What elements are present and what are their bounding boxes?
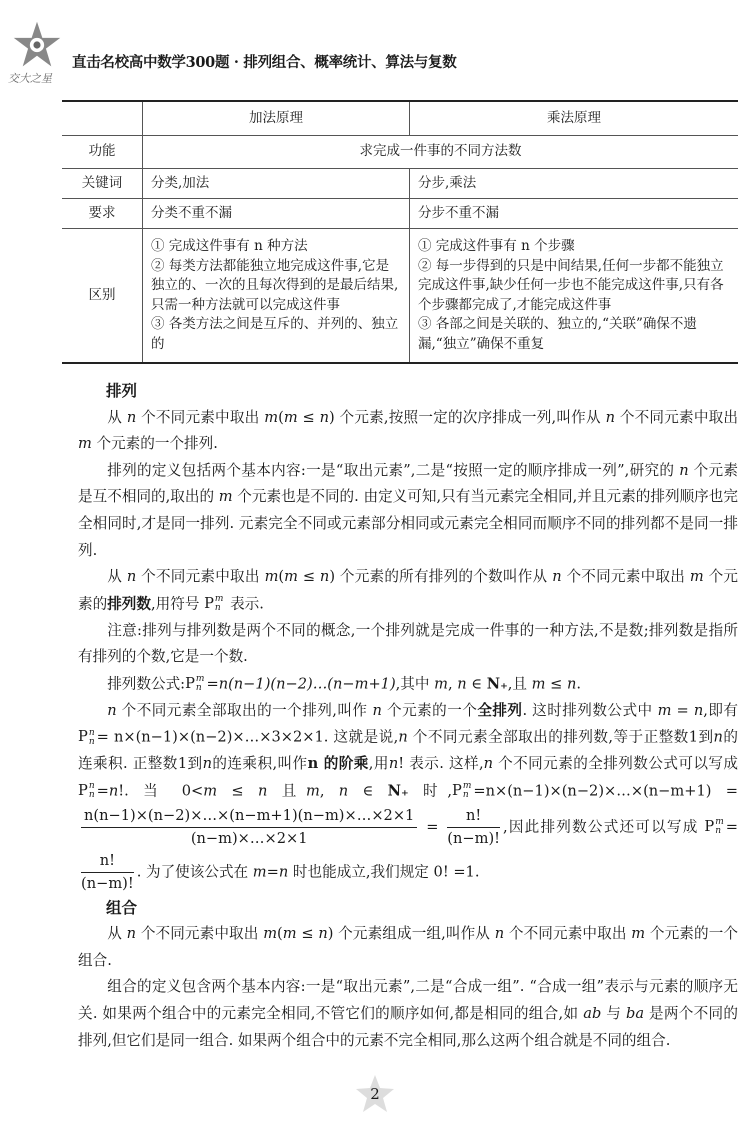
text-run: = <box>206 675 219 693</box>
math-variable: n <box>398 728 408 746</box>
principle-comparison-table <box>62 100 738 364</box>
text-run: ( <box>278 408 284 426</box>
symbol-scripts <box>196 675 205 693</box>
text-run: 个元素的一个组合. <box>78 925 738 969</box>
math-variable: n <box>605 408 615 426</box>
text-run: 排列数公式: <box>107 675 186 693</box>
text-run: 个元素也是不同的. 由定义可知,只有当元素完全相同,并且元素的排列顺序也完全相同时,才是同一排列. 元素完全不同或元素部分相同或元素完全相同而顺序不同的排列都不是同一排列. <box>78 488 738 559</box>
text-run: ! 表示. 这样, <box>398 755 484 773</box>
math-variable: n <box>126 408 137 426</box>
section-heading: 组合 <box>106 897 138 917</box>
math-variable: n <box>319 568 330 586</box>
text-run: 个不同元素中取出 <box>136 925 264 943</box>
math-variable: n <box>483 755 494 773</box>
text-run: 的连乘积. 正整数1到 <box>78 728 738 773</box>
text-run: 个元素的 <box>78 568 739 613</box>
text-run: 的连乘积,叫作 <box>211 755 308 773</box>
math-variable: m <box>689 568 704 586</box>
text-run: = <box>725 818 738 836</box>
bold-term: N₊ <box>486 675 508 693</box>
paragraph <box>78 564 738 617</box>
math-variable: m <box>282 925 297 943</box>
symbol-base: P <box>204 594 214 612</box>
text-run: 从 <box>107 408 127 426</box>
symbol-sup: m <box>715 817 724 828</box>
table-header-cell: 加法原理 <box>143 101 410 136</box>
fraction <box>81 850 134 895</box>
text-run: 排列的定义包括两个基本内容:一是“取出元素”,二是“按照一定的顺序排成一列”,研究的 <box>107 461 680 479</box>
text-run: ) 个元素的所有排列的个数叫作从 <box>329 568 553 586</box>
table-row <box>62 229 738 364</box>
text-run: . <box>576 675 582 693</box>
text-run: 从 <box>107 568 127 586</box>
math-variable: n <box>218 675 229 693</box>
math-variable: n <box>457 675 467 693</box>
paragraph <box>78 921 738 974</box>
text-run: 时, <box>408 782 452 800</box>
math-variable: n <box>494 925 505 943</box>
permutation-symbol <box>78 778 95 805</box>
math-variable: n <box>319 408 329 426</box>
text-run: 个不同元素的全排列数公式可以写成 <box>493 755 739 773</box>
text-run: ≤ <box>296 925 319 943</box>
math-variable: n <box>693 701 704 719</box>
text-run: ∈ <box>348 782 388 800</box>
math-variable: n <box>713 728 723 746</box>
paragraph <box>78 458 738 564</box>
math-variable: n <box>679 461 689 479</box>
fraction <box>447 805 500 850</box>
table-row <box>62 169 738 199</box>
text-run: ( <box>277 925 283 943</box>
math-variable: n <box>202 755 212 773</box>
math-variable: (n−1)(n−2)…(n−m+1) <box>228 675 396 693</box>
table-cell: 分步不重不漏 <box>410 199 739 229</box>
bold-term: 排列数 <box>107 595 151 613</box>
math-variable: m <box>264 408 279 426</box>
table-cell <box>410 229 739 364</box>
math-variable: ab <box>583 1005 602 1023</box>
table-cell: 分类,加法 <box>143 169 410 199</box>
math-variable: n <box>318 925 328 943</box>
permutation-symbol <box>185 671 204 698</box>
text-run: 是两个不同的排列,但它们是同一组合. 如果两个组合中的元素不完全相同,那么这两个组合就是不同的组合. <box>78 1005 738 1049</box>
symbol-scripts <box>89 729 95 747</box>
text-run: 个不同元素中取出 <box>136 408 265 426</box>
math-variable: n <box>126 925 137 943</box>
text-run: , <box>447 675 458 693</box>
math-variable: m <box>631 925 646 943</box>
text-run: = <box>266 863 279 881</box>
table-row <box>62 136 738 169</box>
table-cell: 分步,乘法 <box>410 169 739 199</box>
math-variable: n <box>372 701 382 719</box>
symbol-sub: n <box>715 826 722 837</box>
math-variable: n <box>552 568 562 586</box>
text-run: 个不同元素全部取出的排列数,等于正整数1到 <box>407 728 714 746</box>
row-label: 区别 <box>62 229 143 364</box>
symbol-base: P <box>185 674 195 692</box>
math-variable: m ≤ n <box>531 675 577 693</box>
math-variable: m <box>264 568 279 586</box>
text-run: 个元素是互不相同的,取出的 <box>78 461 738 506</box>
cell-line: ③ 各部之间是关联的、独立的,“关联”确保不遗漏,“独立”确保不重复 <box>418 316 697 352</box>
text-run: !. 当 0< <box>118 782 204 800</box>
text-run: ≤ <box>297 408 320 426</box>
text-run: = <box>96 782 109 800</box>
section-heading: 排列 <box>106 381 138 400</box>
text-run: = n×(n−1)×(n−2)×…×3×2×1. 这就是说, <box>96 728 399 746</box>
permutation-symbol <box>204 591 223 618</box>
symbol-base: P <box>704 817 715 835</box>
text-run: 个不同元素中取出 <box>504 925 632 943</box>
row-label: 要求 <box>62 199 143 229</box>
symbol-sup: n <box>88 727 95 738</box>
text-run: 个不同元素全部取出的一个排列,叫作 <box>116 701 373 719</box>
logo-text: 交大之星 <box>8 72 52 85</box>
row-label: 功能 <box>62 136 143 169</box>
text-run: 组合的定义包含两个基本内容:一是“取出元素”,二是“合成一组”. “合成一组”表示与元素的顺序无关. 如果两个组合中的元素完全相同,不管它们的顺序如何,都是相同的组合,如 <box>78 978 738 1023</box>
text-run: =n×(n−1)×(n−2)×…×(n−m+1) = <box>473 782 739 800</box>
table-row <box>62 199 738 229</box>
math-variable: m <box>305 782 320 800</box>
symbol-sup: n <box>88 781 95 792</box>
text-run: ,因此排列数公式还可以写成 <box>503 818 705 836</box>
text-run: , <box>319 782 339 800</box>
math-variable: m ≤ n <box>203 782 268 800</box>
cell-line: ① 完成这件事有 n 个步骤 <box>418 238 575 254</box>
text-run: ,用符号 <box>151 595 205 613</box>
math-variable: m <box>283 408 298 426</box>
symbol-sub: n <box>88 736 95 747</box>
symbol-sup: m <box>462 781 472 792</box>
page-number <box>355 1074 395 1114</box>
text-run: 个元素的一个 <box>381 701 478 719</box>
fraction-denominator: (n−m)! <box>81 874 134 892</box>
text-run: . 为了使该公式在 <box>136 863 253 881</box>
math-variable: ba <box>626 1005 645 1023</box>
fraction-numerator: n! <box>447 805 500 828</box>
math-variable: m <box>657 701 672 719</box>
bold-term: n 的阶乘 <box>307 755 369 773</box>
row-label: 关键词 <box>62 169 143 199</box>
symbol-sub: n <box>462 790 469 801</box>
math-variable: n <box>107 701 117 719</box>
text-run: ,且 <box>507 675 532 693</box>
paragraph <box>78 618 738 671</box>
fraction-denominator: (n−m)×…×2×1 <box>190 829 308 847</box>
text-run: ,其中 <box>395 675 435 693</box>
symbol-sup: m <box>195 674 205 685</box>
text-run: 注意:排列与排列数是两个不同的概念,一个排列就是完成一件事的一种方法,不是数;排列数是指所有排列的个数,它是一个数. <box>78 621 738 666</box>
permutation-symbol <box>704 814 723 841</box>
text-run: 与 <box>601 1005 627 1023</box>
text-run: 个不同元素中取出 <box>561 568 690 586</box>
math-variable: n <box>126 568 137 586</box>
text-run: 从 <box>107 925 127 943</box>
text-run: ≤ <box>297 568 320 586</box>
symbol-base: P <box>78 781 88 799</box>
table-cell: 求完成一件事的不同方法数 <box>143 136 739 169</box>
symbol-scripts <box>463 782 472 800</box>
fraction-numerator: n! <box>81 850 134 873</box>
permutation-symbol <box>78 724 95 751</box>
cell-line: ③ 各类方法之间是互斥的、并列的、独立的 <box>151 316 399 352</box>
publisher-logo-icon <box>12 20 62 70</box>
symbol-sub: n <box>214 603 221 614</box>
text-run: 表示. <box>225 595 264 613</box>
text-run: ∈ <box>466 675 487 693</box>
text-run: 时也能成立,我们规定 0! =1. <box>288 863 480 881</box>
fraction-denominator: (n−m)! <box>447 829 500 847</box>
math-variable: m <box>252 863 267 881</box>
bold-term: 全排列 <box>477 701 523 719</box>
paragraph <box>78 698 738 895</box>
symbol-sup: m <box>214 594 224 605</box>
math-variable: n <box>278 863 289 881</box>
bold-term: N₊ <box>387 782 409 800</box>
math-variable: m <box>284 568 298 586</box>
text-run: 个不同元素中取出 <box>615 408 739 426</box>
symbol-base: P <box>451 781 462 799</box>
text-run: ) 个元素组成一组,叫作从 <box>327 925 495 943</box>
text-run: . 这时排列数公式中 <box>522 701 658 719</box>
symbol-scripts <box>89 782 95 800</box>
table-header-cell: 乘法原理 <box>410 101 739 136</box>
body-text <box>78 378 738 1054</box>
table-cell <box>143 229 410 364</box>
cell-line: ② 每一步得到的只是中间结果,任何一步都不能独立完成这件事,缺少任何一步也不能完成这件事,只有各个步骤都完成了,才能完成这件事 <box>418 257 724 313</box>
permutation-symbol <box>452 778 471 805</box>
text-run: 且 <box>267 782 306 800</box>
table-header-cell <box>62 101 143 136</box>
symbol-base: P <box>78 728 88 746</box>
table-header-row <box>62 101 738 136</box>
text-run: = <box>671 701 694 719</box>
symbol-sub: n <box>88 790 95 801</box>
symbol-scripts <box>715 818 724 836</box>
page-header <box>0 0 750 100</box>
paragraph <box>78 671 738 698</box>
text-run: 个元素的一个排列. <box>91 435 218 453</box>
text-run: 个不同元素中取出 <box>136 568 265 586</box>
math-variable: m <box>434 675 448 693</box>
symbol-sub: n <box>195 683 202 694</box>
page-number-text: 2 <box>370 1085 380 1104</box>
fraction-numerator: n(n−1)×(n−2)×…×(n−m+1)(n−m)×…×2×1 <box>81 805 417 828</box>
math-variable: n <box>388 755 399 773</box>
math-variable: n <box>108 782 119 800</box>
math-variable: n <box>338 782 349 800</box>
math-variable: m <box>218 488 233 506</box>
cell-line: ② 每类方法都能独立地完成这件事,它是独立的、一次的且每次得到的是最后结果,只需一种方法就可以完成这件事 <box>151 257 399 313</box>
symbol-scripts <box>215 595 224 613</box>
text-run: ,即有 <box>703 701 739 719</box>
text-run: ) 个元素,按照一定的次序排成一列,叫作从 <box>329 408 606 426</box>
paragraph <box>78 405 738 458</box>
running-header-title: 直击名校高中数学300题 · 排列组合、概率统计、算法与复数 <box>72 54 457 71</box>
paragraph <box>78 974 738 1054</box>
table-cell: 分类不重不漏 <box>143 199 410 229</box>
fraction <box>81 805 417 850</box>
text-run: = <box>420 818 445 836</box>
text-run: ,用 <box>368 755 389 773</box>
cell-line: ① 完成这件事有 n 种方法 <box>151 238 308 254</box>
math-variable: m <box>263 925 278 943</box>
text-run: ( <box>278 568 285 586</box>
math-variable: m <box>78 435 92 453</box>
